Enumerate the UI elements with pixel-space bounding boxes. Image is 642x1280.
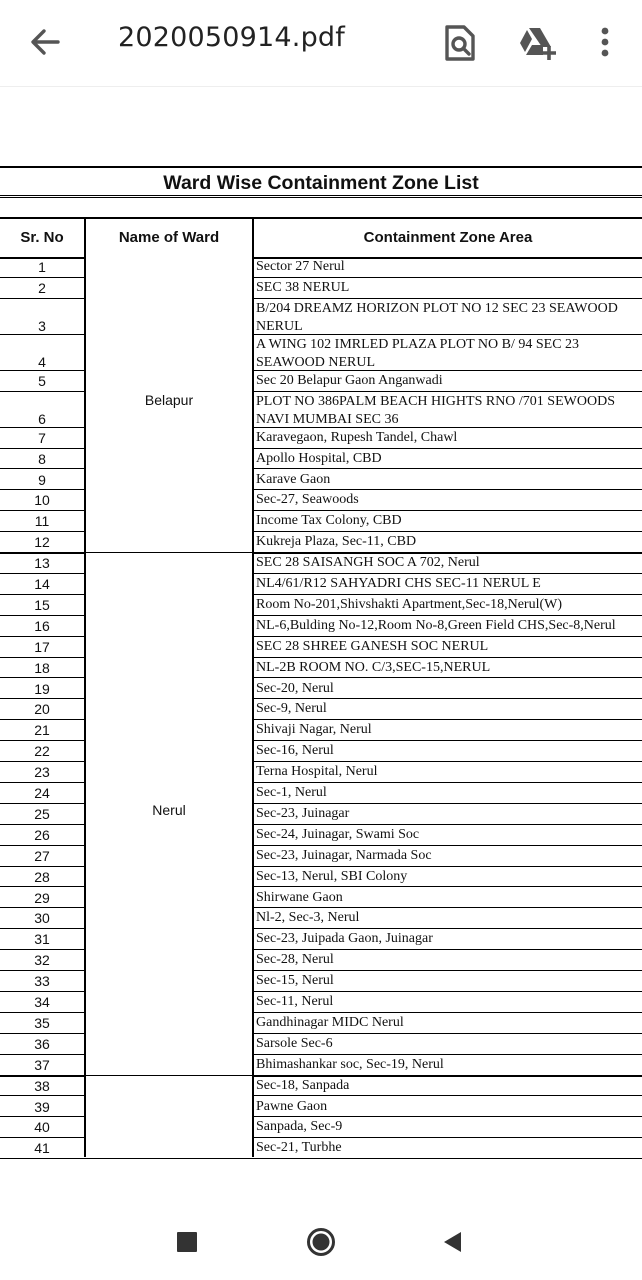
serial-number: 33: [34, 973, 50, 990]
find-in-page-icon: [440, 22, 480, 64]
containment-zone-area: Sec-23, Juipada Gaon, Juinagar: [256, 931, 433, 947]
serial-number: 13: [34, 555, 50, 572]
serial-number: 16: [34, 617, 50, 634]
back-button[interactable]: [26, 25, 66, 59]
containment-zone-area: A WING 102 IMRLED PLAZA PLOT NO B/ 94 SEC 23 SEAWOOD NERUL: [256, 336, 580, 370]
containment-zone-area: Sec-27, Seawoods: [256, 492, 359, 508]
containment-zone-area: NL-2B ROOM NO. C/3,SEC-15,NERUL: [256, 659, 491, 675]
home-button[interactable]: [306, 1227, 336, 1261]
serial-number: 28: [34, 868, 50, 885]
containment-zone-area: Sec 20 Belapur Gaon Anganwadi: [256, 372, 443, 388]
containment-zone-area: Sec-28, Nerul: [256, 952, 334, 968]
containment-zone-area: Shivaji Nagar, Nerul: [256, 722, 372, 738]
column-header-area: Containment Zone Area: [363, 229, 533, 246]
serial-number: 25: [34, 805, 50, 822]
serial-number: 14: [34, 576, 50, 592]
ward-name-nerul: Nerul: [152, 802, 186, 818]
column-divider: [252, 217, 254, 1157]
serial-number: 12: [34, 534, 50, 551]
containment-zone-area: Nl-2, Sec-3, Nerul: [256, 910, 360, 926]
containment-zone-area: Sector 27 Nerul: [256, 259, 345, 274]
serial-number: 38: [34, 1077, 50, 1094]
containment-zone-area: Bhimashankar soc, Sec-19, Nerul: [256, 1056, 444, 1072]
serial-number: 35: [34, 1014, 50, 1031]
serial-number: 17: [34, 638, 50, 655]
containment-zone-area: Terna Hospital, Nerul: [256, 764, 378, 780]
serial-number: 9: [38, 471, 46, 488]
containment-zone-area: SEC 28 SAISANGH SOC A 702, Nerul: [256, 555, 480, 571]
serial-number: 11: [34, 513, 50, 530]
serial-number: 19: [34, 680, 50, 697]
serial-number: 1: [38, 259, 46, 275]
column-header-ward: Name of Ward: [118, 229, 220, 246]
containment-zone-area: Gandhinagar MIDC Nerul: [256, 1014, 404, 1030]
serial-number: 36: [34, 1035, 50, 1052]
serial-number: 6: [38, 410, 46, 427]
more-vert-icon: [592, 22, 618, 64]
containment-zone-area: B/204 DREAMZ HORIZON PLOT NO 12 SEC 23 SEAWOOD NERUL: [256, 300, 618, 334]
serial-number: 32: [34, 952, 50, 969]
containment-zone-area: Sec-20, Nerul: [256, 680, 334, 696]
containment-zone-area: Karavegaon, Rupesh Tandel, Chawl: [256, 429, 458, 445]
app-bar: [0, 0, 642, 87]
containment-zone-area: Income Tax Colony, CBD: [256, 513, 402, 529]
containment-zone-area: PLOT NO 386PALM BEACH HIGHTS RNO /701 SEWOODS NAVI MUMBAI SEC 36: [256, 393, 615, 427]
containment-zone-area: Karave Gaon: [256, 471, 331, 487]
containment-zone-area: Sec-18, Sanpada: [256, 1077, 350, 1093]
containment-zone-area: Pawne Gaon: [256, 1098, 328, 1114]
serial-number: 41: [34, 1140, 50, 1157]
serial-number: 34: [34, 994, 50, 1010]
column-divider: [84, 217, 86, 1157]
containment-zone-area: SEC 38 NERUL: [256, 279, 350, 295]
serial-number: 3: [38, 317, 46, 334]
serial-number: 18: [34, 659, 50, 676]
containment-zone-area: Sec-9, Nerul: [256, 701, 327, 717]
add-to-drive-button[interactable]: [516, 22, 558, 64]
serial-number: 21: [34, 722, 50, 739]
containment-zone-area: Kukreja Plaza, Sec-11, CBD: [256, 534, 417, 550]
serial-number: 8: [38, 450, 46, 467]
circle-icon: [306, 1227, 336, 1257]
serial-number: 31: [34, 931, 50, 948]
serial-number: 20: [34, 701, 50, 718]
containment-zone-area: Sec-13, Nerul, SBI Colony: [256, 868, 408, 884]
file-name-title: 2020050914.pdf: [118, 22, 345, 53]
containment-zone-area: Sanpada, Sec-9: [256, 1119, 343, 1135]
containment-zone-area: Sec-15, Nerul: [256, 973, 334, 989]
containment-zone-area: Apollo Hospital, CBD: [256, 450, 382, 466]
containment-zone-area: Sec-16, Nerul: [256, 743, 334, 759]
serial-number: 5: [38, 372, 46, 389]
serial-number: 39: [34, 1098, 50, 1115]
add-to-drive-icon: [516, 22, 558, 64]
serial-number: 40: [34, 1119, 50, 1136]
serial-number: 2: [38, 279, 46, 296]
arrow-back-icon: [26, 25, 66, 59]
column-header-sr-no: Sr. No: [20, 229, 64, 246]
containment-zone-area: Shirwane Gaon: [256, 889, 343, 905]
serial-number: 30: [34, 910, 50, 927]
serial-number: 27: [34, 847, 50, 864]
serial-number: 4: [38, 353, 46, 370]
containment-zone-area: Sec-21, Turbhe: [256, 1140, 342, 1156]
serial-number: 10: [34, 492, 50, 509]
nav-back-button[interactable]: [441, 1230, 463, 1258]
containment-zone-area: NL-6,Bulding No-12,Room No-8,Green Field CHS,Sec-8,Nerul: [256, 617, 616, 633]
containment-zone-area: Sec-24, Juinagar, Swami Soc: [256, 826, 420, 842]
system-nav-bar: [0, 1200, 642, 1280]
containment-zone-area: SEC 28 SHREE GANESH SOC NERUL: [256, 638, 489, 654]
serial-number: 29: [34, 889, 50, 906]
serial-number: 22: [34, 743, 50, 760]
document-title: Ward Wise Containment Zone List: [0, 166, 642, 198]
serial-number: 23: [34, 764, 50, 781]
serial-number: 24: [34, 785, 50, 801]
serial-number: 37: [34, 1056, 50, 1073]
table-header: [0, 217, 642, 259]
containment-zone-area: Sec-23, Juinagar, Narmada Soc: [256, 847, 432, 863]
more-options-button[interactable]: [592, 22, 618, 64]
square-icon: [177, 1232, 197, 1252]
recents-button[interactable]: [177, 1232, 197, 1256]
containment-zone-area: NL4/61/R12 SAHYADRI CHS SEC-11 NERUL E: [256, 576, 541, 591]
serial-number: 26: [34, 826, 50, 843]
find-in-page-button[interactable]: [440, 22, 480, 64]
containment-zone-area: Sec-23, Juinagar: [256, 805, 350, 821]
ward-name-belapur: Belapur: [144, 392, 194, 408]
serial-number: 7: [38, 429, 46, 446]
triangle-back-icon: [441, 1230, 463, 1254]
serial-number: 15: [34, 596, 50, 613]
containment-zone-area: Sec-1, Nerul: [256, 785, 327, 800]
containment-zone-area: Sarsole Sec-6: [256, 1035, 333, 1051]
merged-ward-cell: [86, 1076, 252, 1159]
containment-zone-area: Sec-11, Nerul: [256, 994, 334, 1009]
containment-zone-area: Room No-201,Shivshakti Apartment,Sec-18,Nerul(W): [256, 596, 563, 612]
